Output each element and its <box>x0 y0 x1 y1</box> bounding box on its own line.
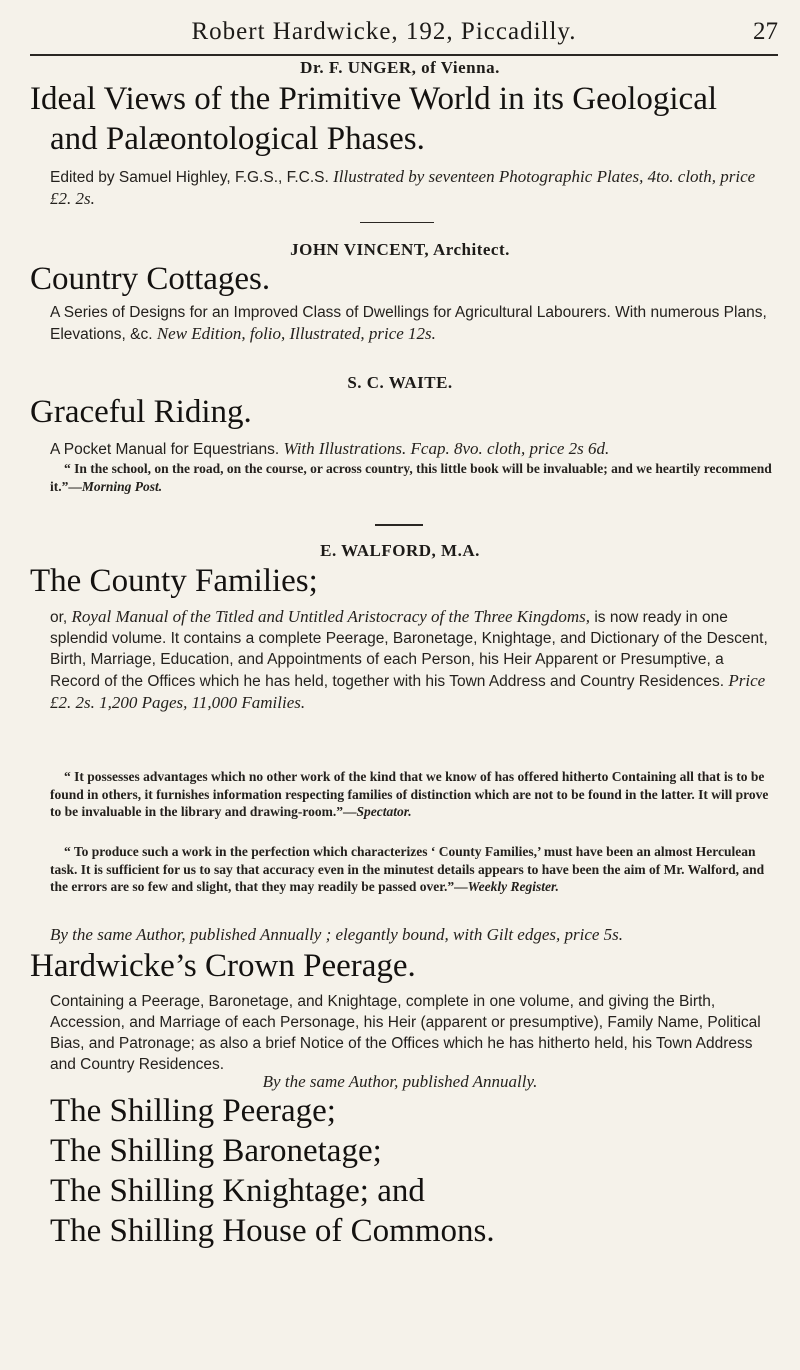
description-italic: With Illustrations. Fcap. 8vo. cloth, price 2s 6d. <box>283 439 610 458</box>
description-plain: is now ready in one splendid volume. It contains a complete Peerage, Baronetage, Knightage, and Dictionary of the Descent, Birth, Marriage, Education, and Appointments of each Person, his Heir Apparent or Presumptive, a Record of the Offices which he has held, together with his Town Address and Country Residences. <box>50 609 768 690</box>
description-italic-price: Price £2. 2s. 1,200 Pages, 11,000 Families. <box>50 671 766 712</box>
title-shilling-peerage: The Shilling Peerage; <box>50 1093 336 1129</box>
review-quote-weekly-register <box>50 843 774 896</box>
title-country-cottages: Country Cottages. <box>30 261 271 297</box>
quote-text: “ To produce such a work in the perfection which characterizes ‘ County Families,’ must have been an almost Herculean task. It is sufficient for us to say that accuracy even in the minutest details appears to have been the aim of Mr. Walford, and the errors are so few and slight, that they may readily be passed over.”— <box>50 844 765 895</box>
title-crown-peerage: Hardwicke’s Crown Peerage. <box>30 948 416 984</box>
description-plain: A Series of Designs for an Improved Class of Dwellings for Agricultural Labourers. With numerous Plans, Elevations, &c. <box>50 304 767 343</box>
quote-source: Weekly Register. <box>467 879 559 895</box>
title-shilling-knightage: The Shilling Knightage; and <box>50 1173 425 1209</box>
description-county-families <box>50 606 774 714</box>
description-italic: Illustrated by seventeen Photographic Plates, 4to. cloth, price £2. 2s. <box>50 167 756 208</box>
running-title: Robert Hardwicke, 192, Piccadilly. <box>191 18 577 45</box>
title-ideal-views-line2: and Palæontological Phases. <box>50 121 425 157</box>
title-graceful-riding: Graceful Riding. <box>30 394 252 430</box>
title-county-families: The County Families; <box>30 563 318 599</box>
description-ideal-views <box>50 166 774 210</box>
description-crown-peerage: Containing a Peerage, Baronetage, and Knightage, complete in one volume, and giving the Birth, Accession, and Marriage of each Personage, his Heir (apparent or presumptive), Family Name, Political Bias, and Patronage; as also a brief Notice of the Offices which he has hitherto held, his Town Address and Country Residences. <box>50 993 761 1073</box>
description-graceful-riding <box>50 438 774 460</box>
title-ideal-views-line1: Ideal Views of the Primitive World in its Geological <box>30 81 718 117</box>
description-or: or, <box>50 609 72 626</box>
review-quote-spectator <box>50 768 774 821</box>
quote-source: Spectator. <box>356 804 412 820</box>
description-plain: Edited by Samuel Highley, F.G.S., F.C.S. <box>50 169 334 186</box>
author-waite: S. C. WAITE. <box>347 373 453 392</box>
description-italic-title: Royal Manual of the Titled and Untitled Aristocracy of the Three Kingdoms, <box>71 607 591 626</box>
title-shilling-house-of-commons: The Shilling House of Commons. <box>50 1213 495 1249</box>
author-walford: E. WALFORD, M.A. <box>320 541 480 560</box>
quote-source: Morning Post. <box>81 478 163 494</box>
page-number: 27 <box>753 18 778 45</box>
byline-shilling-series: By the same Author, published Annually. <box>262 1072 538 1091</box>
section-divider <box>360 222 434 223</box>
author-unger: Dr. F. UNGER, of Vienna. <box>300 58 500 77</box>
running-head <box>30 6 778 56</box>
byline-crown-peerage: By the same Author, published Annually ; elegantly bound, with Gilt edges, price 5s. <box>50 925 624 944</box>
author-vincent: JOHN VINCENT, Architect. <box>290 240 510 259</box>
description-italic: New Edition, folio, Illustrated, price 12s. <box>156 324 436 343</box>
ornamental-divider <box>375 524 423 526</box>
description-country-cottages <box>50 302 774 345</box>
quote-text: “ It possesses advantages which no other work of the kind that we know of has offered hitherto Containing all that is to be found in others, it furnishes information respecting families of distinction which are not to be found in the latter. It will prove to be invaluable in the library and drawing-room.”— <box>50 769 769 820</box>
quote-text: “ In the school, on the road, on the course, or across country, this little book will be invaluable; and we heartily recommend it.”— <box>50 461 772 494</box>
review-quote-morning-post <box>50 460 774 495</box>
title-shilling-baronetage: The Shilling Baronetage; <box>50 1133 382 1169</box>
description-plain: A Pocket Manual for Equestrians. <box>50 441 284 458</box>
